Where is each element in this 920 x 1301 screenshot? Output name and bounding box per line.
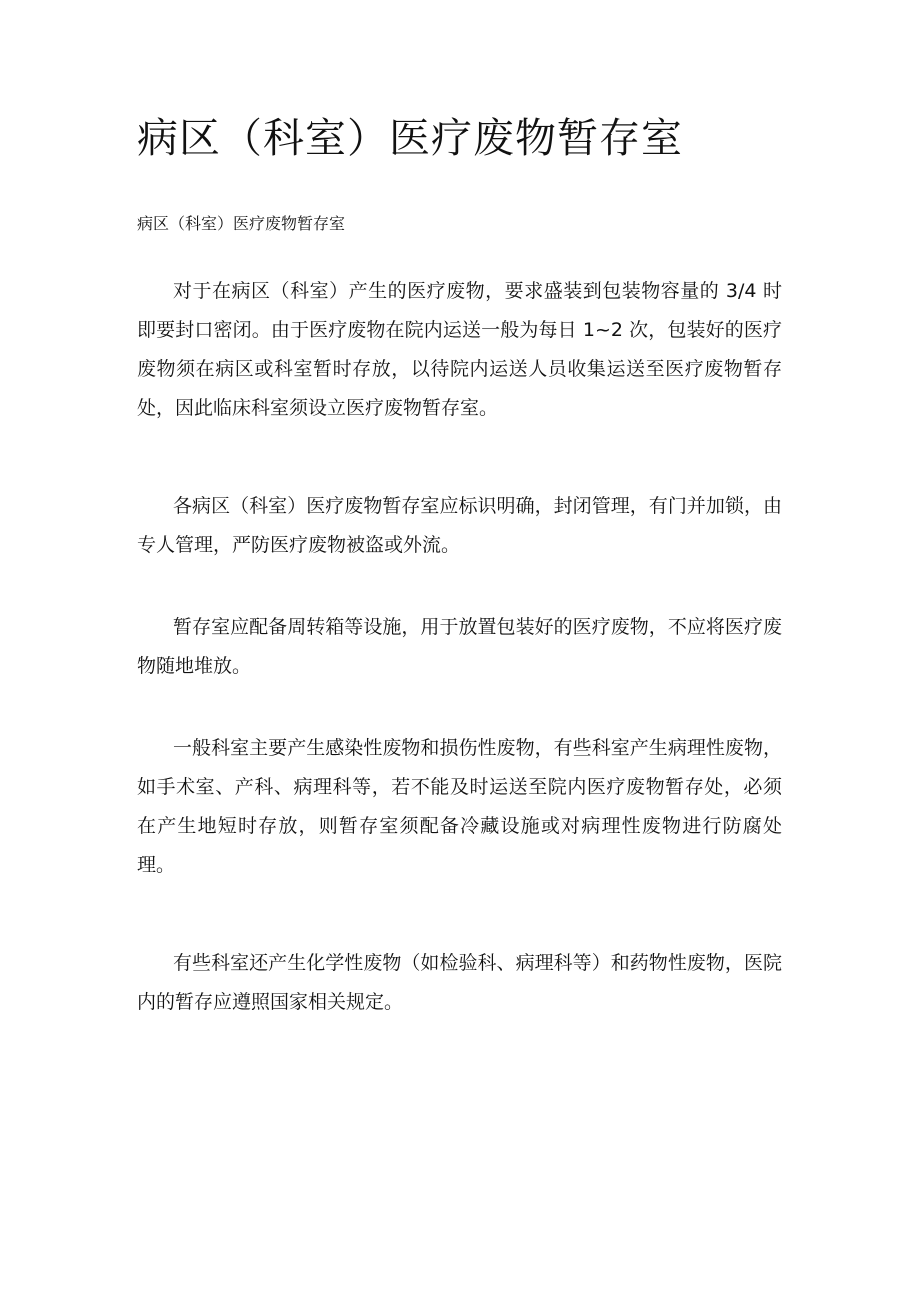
body-paragraph: 暂存室应配备周转箱等设施，用于放置包装好的医疗废物，不应将医疗废物随地堆放。 bbox=[137, 616, 782, 677]
page-title: 病区（科室）医疗废物暂存室 bbox=[137, 114, 683, 162]
document-subtitle: 病区（科室）医疗废物暂存室 bbox=[137, 214, 346, 233]
body-paragraph: 一般科室主要产生感染性废物和损伤性废物，有些科室产生病理性废物，如手术室、产科、病理科等，若不能及时运送至院内医疗废物暂存处，必须在产生地短时存放，则暂存室须配备冷藏设施或对病理性废物进行防腐处理。 bbox=[137, 737, 782, 876]
body-paragraph: 对于在病区（科室）产生的医疗废物，要求盛装到包装物容量的 3/4 时即要封口密闭。由于医疗废物在院内运送一般为每日 1~2 次，包装好的医疗废物须在病区或科室暂时存放，以待院内运送人员收集运送至医疗废物暂存处，因此临床科室须设立医疗废物暂存室。 bbox=[137, 280, 782, 419]
body-paragraph: 有些科室还产生化学性废物（如检验科、病理科等）和药物性废物，医院内的暂存应遵照国家相关规定。 bbox=[137, 952, 782, 1013]
body-paragraph: 各病区（科室）医疗废物暂存室应标识明确，封闭管理，有门并加锁，由专人管理，严防医疗废物被盗或外流。 bbox=[137, 495, 782, 556]
